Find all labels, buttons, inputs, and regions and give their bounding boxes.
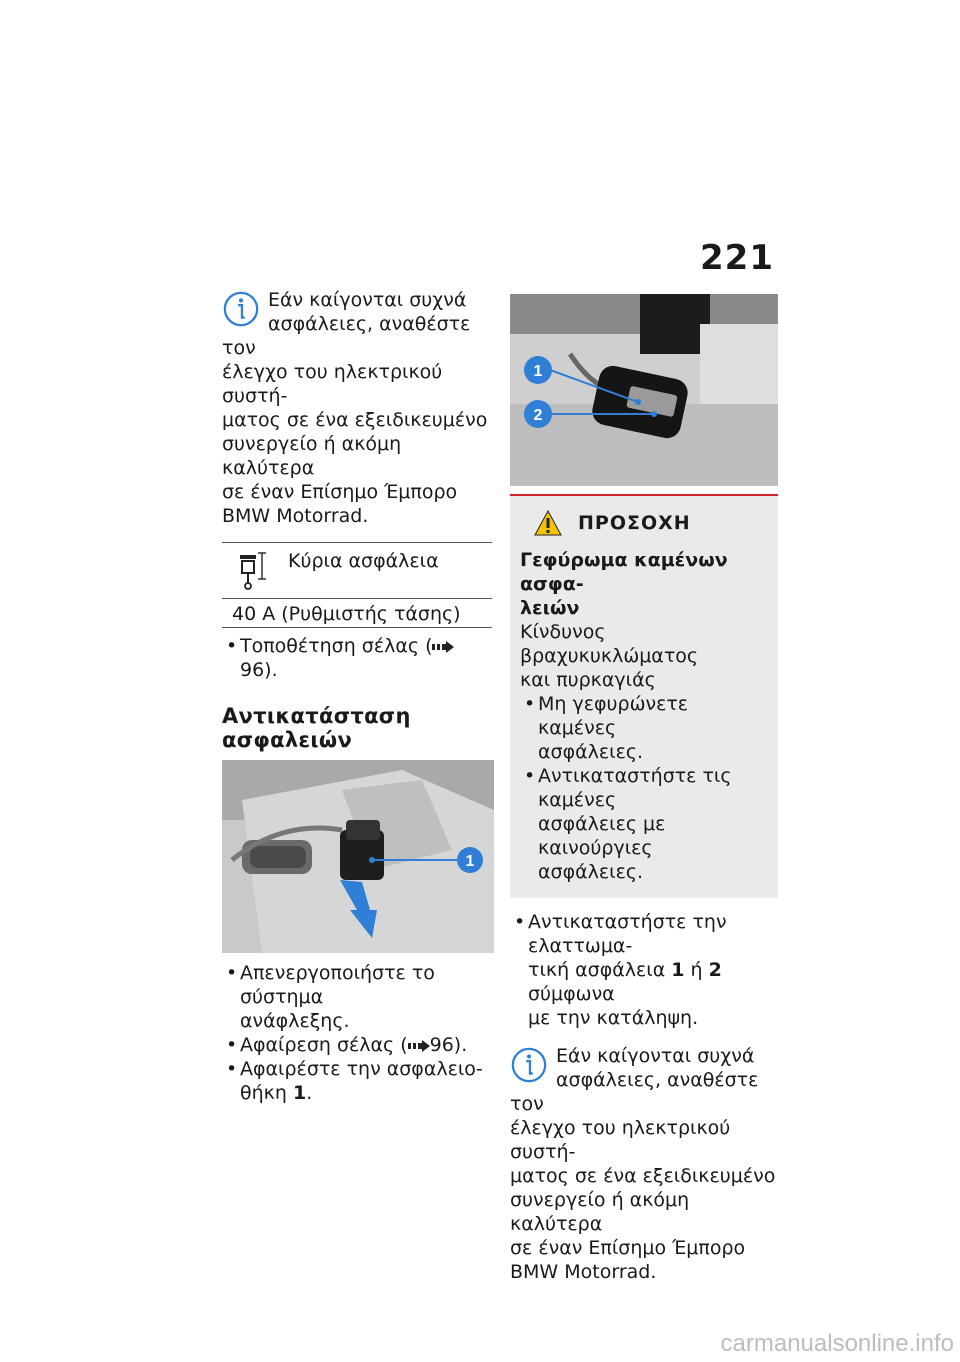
warning-text: Κίνδυνος βραχυκυκλώματος και πυρκαγιάς (520, 621, 699, 691)
cross-reference-arrow-icon[interactable] (408, 1040, 430, 1052)
warning-box (510, 494, 778, 898)
note-line: έλεγχο του ηλεκτρικού συστή- (222, 361, 443, 407)
warning-bullet: • Αντικαταστήστε τις καμένες ασφάλειες με καινούργιες ασφάλειες. (520, 764, 768, 884)
fuse-removal-photo (222, 760, 494, 953)
warning-label: ΠΡΟΣΟΧΗ (534, 510, 768, 536)
fuse-box-photo (510, 294, 778, 486)
step-replace-fuse: • Αντικαταστήστε την ελαττωμα- τική ασφάλεια 1 ή 2 σύμφωνα με την κατάληψη. (510, 910, 778, 1030)
note-line: έλεγχο του ηλεκτρικού συστή- (510, 1117, 731, 1163)
install-seat-step: • Τοποθέτηση σέλας (96). (222, 634, 492, 682)
warning-bullet: • Μη γεφυρώνετε καμένες ασφάλειες. (520, 692, 768, 764)
page-number: 221 (700, 238, 774, 278)
spec-value: 40 A (Ρυθμιστής τάσης) (232, 603, 461, 625)
step-remove-fusebox: • Αφαιρέστε την ασφαλειο- θήκη 1. (222, 1057, 492, 1105)
spec-header (222, 543, 492, 599)
note-line: Εάν καίγονται συχνά (556, 1045, 755, 1067)
warning-triangle-icon (534, 510, 562, 536)
removal-steps (222, 961, 492, 1105)
section-heading: Αντικατάσταση ασφαλειών (222, 704, 411, 752)
info-note (510, 1044, 778, 1284)
watermark: carmanualsonline.info (720, 1330, 954, 1357)
right-column (510, 294, 778, 1284)
figure-callout-2: 2 (533, 407, 543, 424)
info-note (222, 288, 492, 528)
warning-title: Γεφύρωμα καμένων ασφα- λειών (520, 549, 728, 619)
note-line: Εάν καίγονται συχνά (268, 289, 467, 311)
note-line: ματος σε ένα εξειδικευμένο (510, 1165, 776, 1187)
figure-callout-1: 1 (465, 853, 475, 870)
spec-title: Κύρια ασφάλεια (288, 550, 439, 572)
info-icon (222, 290, 260, 328)
step-ignition: • Απενεργοποιήστε το σύστημα ανάφλεξης. (222, 961, 492, 1033)
note-line: σε έναν Επίσημο Έμπορο (222, 481, 458, 503)
note-line: ασφάλειες, αναθέστε τον (222, 313, 471, 359)
note-line: ματος σε ένα εξειδικευμένο (222, 409, 488, 431)
note-line: BMW Motorrad. (222, 505, 369, 527)
note-line: συνεργείο ή ακόμη καλύτερα (222, 433, 402, 479)
note-line: σε έναν Επίσημο Έμπορο (510, 1237, 746, 1259)
fuse-icon (236, 549, 270, 593)
figure-callout-1: 1 (533, 363, 543, 380)
note-line: συνεργείο ή ακόμη καλύτερα (510, 1189, 690, 1235)
note-line: ασφάλειες, αναθέστε τον (510, 1069, 759, 1115)
cross-reference-arrow-icon[interactable] (432, 641, 454, 653)
left-column (222, 288, 492, 1105)
note-line: BMW Motorrad. (510, 1261, 657, 1283)
info-icon (510, 1046, 548, 1084)
step-remove-seat: • Αφαίρεση σέλας ( 96). (222, 1033, 492, 1057)
spec-table (222, 542, 492, 628)
